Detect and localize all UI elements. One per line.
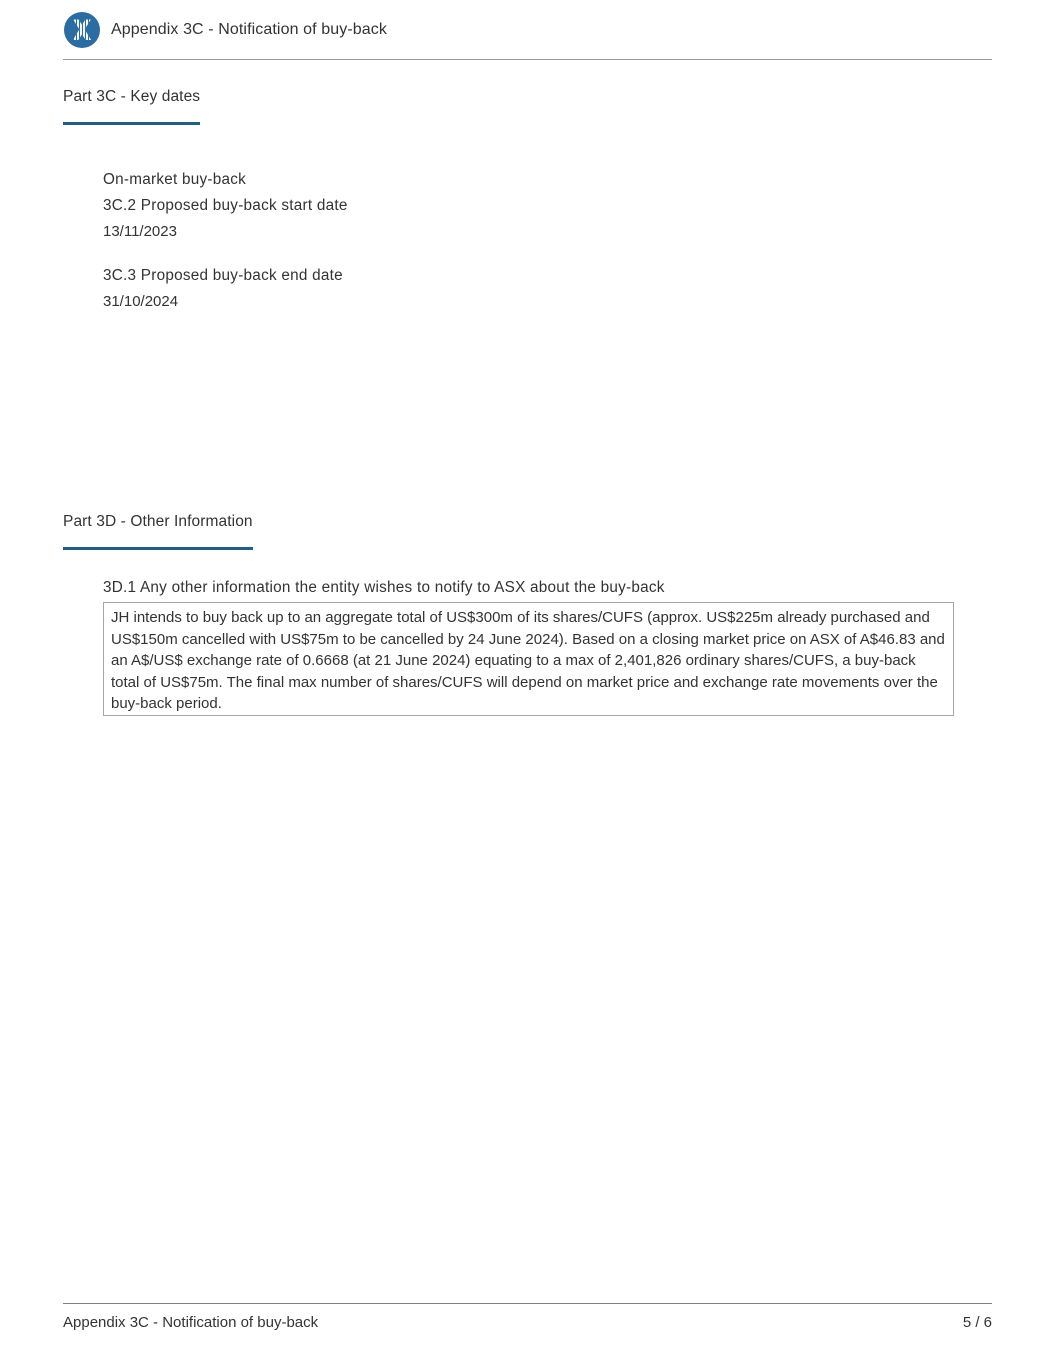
spacer	[103, 245, 348, 263]
field-value: 31/10/2024	[103, 293, 179, 310]
field-label: 3C.3 Proposed buy-back end date	[103, 267, 343, 284]
question-3d1-answer-box: JH intends to buy back up to an aggregate total of US$300m of its shares/CUFS (approx. US$225m already purchased and US$150m cancelled with US$75m to be cancelled by 24 June 2024). Based on a closing market price on ASX of A$46.83 and an A$/US$ exchange rate of 0.6668 (at 21 June 2024) equating to a max of 2,401,826 ordinary shares/CUFS, a buy-back total of US$75m. The final max number of shares/CUFS will depend on market price and exchange rate movements over the buy-back period.	[103, 602, 954, 716]
footer-document-title: Appendix 3C - Notification of buy-back	[63, 1314, 319, 1331]
buyback-type-label: On-market buy-back	[103, 171, 247, 188]
field-start-date	[103, 193, 348, 245]
document-title: Appendix 3C - Notification of buy-back	[111, 20, 387, 38]
field-value: 13/11/2023	[103, 223, 177, 240]
section-heading-label: Part 3C - Key dates	[63, 88, 201, 105]
part-3c-content	[103, 167, 348, 315]
page-header	[63, 0, 992, 60]
section-heading-part-3c	[63, 88, 200, 125]
asx-logo-icon	[63, 11, 101, 49]
field-end-date	[103, 263, 348, 315]
section-heading-part-3d	[63, 513, 253, 550]
page-number: 5 / 6	[962, 1314, 992, 1331]
section-heading-label: Part 3D - Other Information	[63, 513, 253, 530]
page-footer	[63, 1303, 992, 1331]
question-3d1-label: 3D.1 Any other information the entity wishes to notify to ASX about the buy-back	[103, 579, 665, 596]
field-label: 3C.2 Proposed buy-back start date	[103, 197, 348, 214]
